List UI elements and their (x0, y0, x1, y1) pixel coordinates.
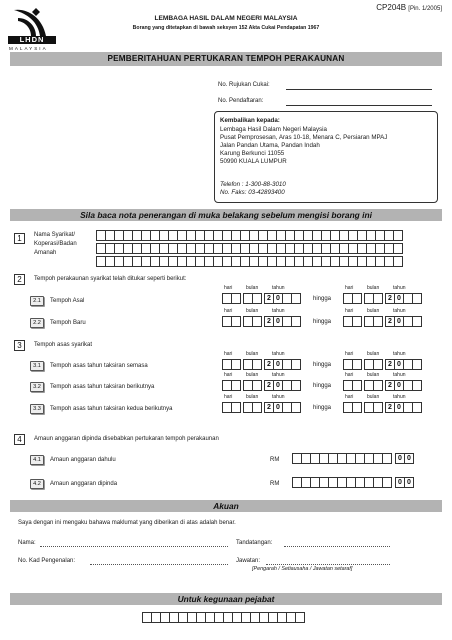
subsection-number: 2.2 (30, 318, 44, 328)
date-unit-label: tahun (393, 372, 406, 378)
date-input[interactable] (343, 380, 421, 391)
s2-2-label: Tempoh Baru (50, 320, 86, 326)
ic-input-line[interactable] (90, 564, 228, 565)
date-box[interactable] (231, 359, 241, 370)
company-name-row[interactable] (96, 230, 402, 241)
date-input[interactable] (222, 380, 300, 391)
date-unit-label: bulan (246, 351, 259, 357)
to-label: hingga (313, 296, 332, 302)
ic-label: No. Kad Pengenalan: (18, 558, 76, 564)
subsection-number: 3.1 (30, 361, 44, 371)
date-box[interactable] (252, 380, 262, 391)
date-box[interactable]: 2 (264, 293, 274, 304)
date-box[interactable]: 0 (394, 293, 404, 304)
company-name-row[interactable] (96, 243, 402, 254)
section-number: 4 (14, 434, 25, 445)
date-box[interactable] (412, 293, 422, 304)
akuan-statement: Saya dengan ini mengaku bahawa maklumat yang diberikan di atas adalah benar. (18, 520, 236, 526)
date-box[interactable] (373, 380, 383, 391)
date-unit-label: tahun (393, 351, 406, 357)
return-fax: No. Faks: 03-42893400 (220, 189, 285, 196)
date-box[interactable] (291, 316, 301, 327)
currency-label: RM (270, 481, 280, 487)
date-unit-label: tahun (272, 372, 285, 378)
date-unit-label: tahun (393, 285, 406, 291)
date-box[interactable]: 2 (385, 316, 395, 327)
date-box[interactable]: 2 (385, 293, 395, 304)
subsection-number: 4.1 (30, 455, 44, 465)
return-line: 50990 KUALA LUMPUR (220, 158, 287, 165)
date-box[interactable]: 2 (385, 402, 395, 413)
date-box[interactable] (412, 380, 422, 391)
s1-label: Nama Syarikat/ (34, 232, 76, 238)
date-input[interactable] (222, 402, 300, 413)
date-box[interactable] (291, 293, 301, 304)
signature-label: Tandatangan: (236, 540, 273, 546)
date-unit-label: tahun (272, 308, 285, 314)
date-unit-label: tahun (272, 285, 285, 291)
date-box[interactable]: 2 (385, 380, 395, 391)
form-code-label (376, 4, 442, 12)
date-box[interactable]: 2 (264, 359, 274, 370)
date-box[interactable] (352, 316, 362, 327)
return-heading: Kembalikan kepada: (220, 117, 280, 124)
s3-label: Tempoh asas syarikat (34, 342, 93, 348)
date-unit-label: hari (345, 394, 354, 400)
date-unit-label: hari (224, 394, 233, 400)
to-label: hingga (313, 362, 332, 368)
date-unit-label: bulan (367, 394, 380, 400)
date-unit-label: hari (224, 372, 233, 378)
ref-input-line[interactable] (286, 89, 432, 90)
date-box[interactable] (231, 402, 241, 413)
date-input[interactable] (343, 316, 421, 327)
name-input-line[interactable] (40, 546, 228, 547)
return-line: Pusat Pemprosesan, Aras 10-18, Menara C, Persiaran MPAJ (220, 134, 388, 141)
date-unit-label: hari (345, 372, 354, 378)
date-unit-label: bulan (367, 285, 380, 291)
subsection-number: 4.2 (30, 479, 44, 489)
date-input[interactable] (343, 359, 421, 370)
amount-box[interactable]: 0 (395, 477, 405, 488)
s3-2-label: Tempoh asas tahun taksiran berikutnya (50, 384, 155, 390)
date-box[interactable] (291, 402, 301, 413)
title-label: Jawatan: (236, 558, 261, 564)
date-box[interactable] (252, 316, 262, 327)
date-unit-label: hari (345, 285, 354, 291)
reg-input-line[interactable] (286, 105, 432, 106)
date-box[interactable] (231, 316, 241, 327)
date-box[interactable]: 0 (394, 359, 404, 370)
date-box[interactable]: 2 (385, 359, 395, 370)
input-box[interactable] (393, 243, 403, 254)
input-box[interactable] (295, 612, 305, 623)
date-box[interactable] (352, 293, 362, 304)
form-title: PEMBERITAHUAN PERTUKARAN TEMPOH PERAKAUNAN (10, 52, 442, 66)
amount-box[interactable] (382, 477, 392, 488)
date-unit-label: hari (345, 351, 354, 357)
subsection-number: 3.2 (30, 382, 44, 392)
date-box[interactable]: 2 (264, 316, 274, 327)
date-unit-label: bulan (246, 308, 259, 314)
date-box[interactable] (252, 359, 262, 370)
return-line: Karung Berkunci 11055 (220, 150, 285, 157)
date-box[interactable] (373, 293, 383, 304)
amount-input[interactable] (292, 453, 413, 464)
date-box[interactable] (412, 316, 422, 327)
date-unit-label: tahun (272, 351, 285, 357)
akuan-bar: Akuan (10, 500, 442, 512)
date-box[interactable] (291, 380, 301, 391)
amount-box[interactable]: 0 (395, 453, 405, 464)
date-input[interactable] (343, 402, 421, 413)
reg-label: No. Pendaftaran: (218, 98, 264, 104)
currency-label: RM (270, 457, 280, 463)
date-box[interactable]: 0 (394, 402, 404, 413)
return-line: Lembaga Hasil Dalam Negeri Malaysia (220, 126, 327, 133)
date-input[interactable] (222, 316, 300, 327)
date-unit-label: tahun (393, 308, 406, 314)
date-box[interactable] (352, 359, 362, 370)
section-number: 2 (14, 274, 25, 285)
date-box[interactable] (291, 359, 301, 370)
office-use-bar: Untuk kegunaan pejabat (10, 593, 442, 605)
date-box[interactable] (352, 402, 362, 413)
date-unit-label: bulan (367, 372, 380, 378)
return-line: Jalan Pandan Utama, Pandan Indah (220, 142, 320, 149)
date-box[interactable] (373, 359, 383, 370)
date-unit-label: hari (224, 285, 233, 291)
date-box[interactable]: 0 (273, 402, 283, 413)
logo-text: LHDN (8, 36, 56, 44)
date-box[interactable] (412, 402, 422, 413)
s3-1-label: Tempoh asas tahun taksiran semasa (50, 363, 148, 369)
date-input[interactable] (222, 293, 300, 304)
date-input[interactable] (222, 359, 300, 370)
s2-1-label: Tempoh Asal (50, 298, 85, 304)
title-input-line[interactable] (266, 564, 390, 565)
date-box[interactable]: 0 (394, 380, 404, 391)
amount-box[interactable] (382, 453, 392, 464)
date-unit-label: bulan (246, 285, 259, 291)
amount-box[interactable]: 0 (404, 453, 414, 464)
s4-label: Amaun anggaran dipinda disebabkan pertukaran tempoh perakaunan (34, 436, 219, 442)
subsection-number: 2.1 (30, 296, 44, 306)
s2-label: Tempoh perakaunan syarikat telah ditukar seperti berikut: (34, 276, 187, 282)
date-box[interactable]: 0 (394, 316, 404, 327)
signature-input-line[interactable] (284, 546, 390, 547)
date-unit-label: bulan (246, 372, 259, 378)
return-phone: Telefon : 1-300-88-3010 (220, 181, 286, 188)
ref-label: No. Rujukan Cukai: (218, 82, 270, 88)
input-box[interactable] (393, 256, 403, 267)
amount-box[interactable]: 0 (404, 477, 414, 488)
date-box[interactable] (252, 293, 262, 304)
date-box[interactable] (373, 316, 383, 327)
date-box[interactable] (412, 359, 422, 370)
date-unit-label: bulan (246, 394, 259, 400)
date-unit-label: tahun (393, 394, 406, 400)
input-box[interactable] (393, 230, 403, 241)
date-unit-label: hari (224, 351, 233, 357)
date-box[interactable] (231, 380, 241, 391)
date-box[interactable] (231, 293, 241, 304)
date-unit-label: bulan (367, 351, 380, 357)
form-version: [Pin. 1/2005] (408, 6, 442, 12)
date-box[interactable]: 0 (273, 316, 283, 327)
section-number: 3 (14, 340, 25, 351)
form-subtitle: Borang yang ditetapkan di bawah seksyen 152 Akta Cukai Pendapatan 1967 (132, 25, 320, 31)
notice-bar: Sila baca nota penerangan di muka belakang sebelum mengisi borang ini (10, 209, 442, 221)
to-label: hingga (313, 383, 332, 389)
company-name-row[interactable] (96, 256, 402, 267)
date-box[interactable]: 2 (264, 402, 274, 413)
agency-name: LEMBAGA HASIL DALAM NEGERI MALAYSIA (154, 15, 298, 22)
section-number: 1 (14, 233, 25, 244)
logo-subtext: MALAYSIA (9, 46, 48, 51)
amount-input[interactable] (292, 477, 413, 488)
return-address-box (214, 111, 438, 203)
name-label: Nama: (18, 540, 36, 546)
date-unit-label: hari (224, 308, 233, 314)
s3-3-label: Tempoh asas tahun taksiran kedua berikutnya (50, 406, 173, 412)
date-box[interactable]: 0 (273, 293, 283, 304)
date-box[interactable] (252, 402, 262, 413)
to-label: hingga (313, 319, 332, 325)
s4-2-label: Amaun anggaran dipinda (50, 481, 118, 487)
s4-1-label: Amaun anggaran dahulu (50, 457, 116, 463)
s1-label: Amanah (34, 250, 57, 256)
s1-label: Koperasi/Badan (34, 241, 77, 247)
title-hint: [Pengarah / Setiausaha / Jawatan setaraf] (252, 566, 353, 572)
date-unit-label: hari (345, 308, 354, 314)
form-code: CP204B (376, 3, 407, 12)
office-use-boxes[interactable] (142, 612, 304, 623)
to-label: hingga (313, 405, 332, 411)
date-box[interactable] (373, 402, 383, 413)
date-box[interactable] (352, 380, 362, 391)
date-box[interactable]: 0 (273, 359, 283, 370)
subsection-number: 3.3 (30, 404, 44, 414)
date-input[interactable] (343, 293, 421, 304)
date-box[interactable]: 0 (273, 380, 283, 391)
date-unit-label: bulan (367, 308, 380, 314)
date-unit-label: tahun (272, 394, 285, 400)
date-box[interactable]: 2 (264, 380, 274, 391)
